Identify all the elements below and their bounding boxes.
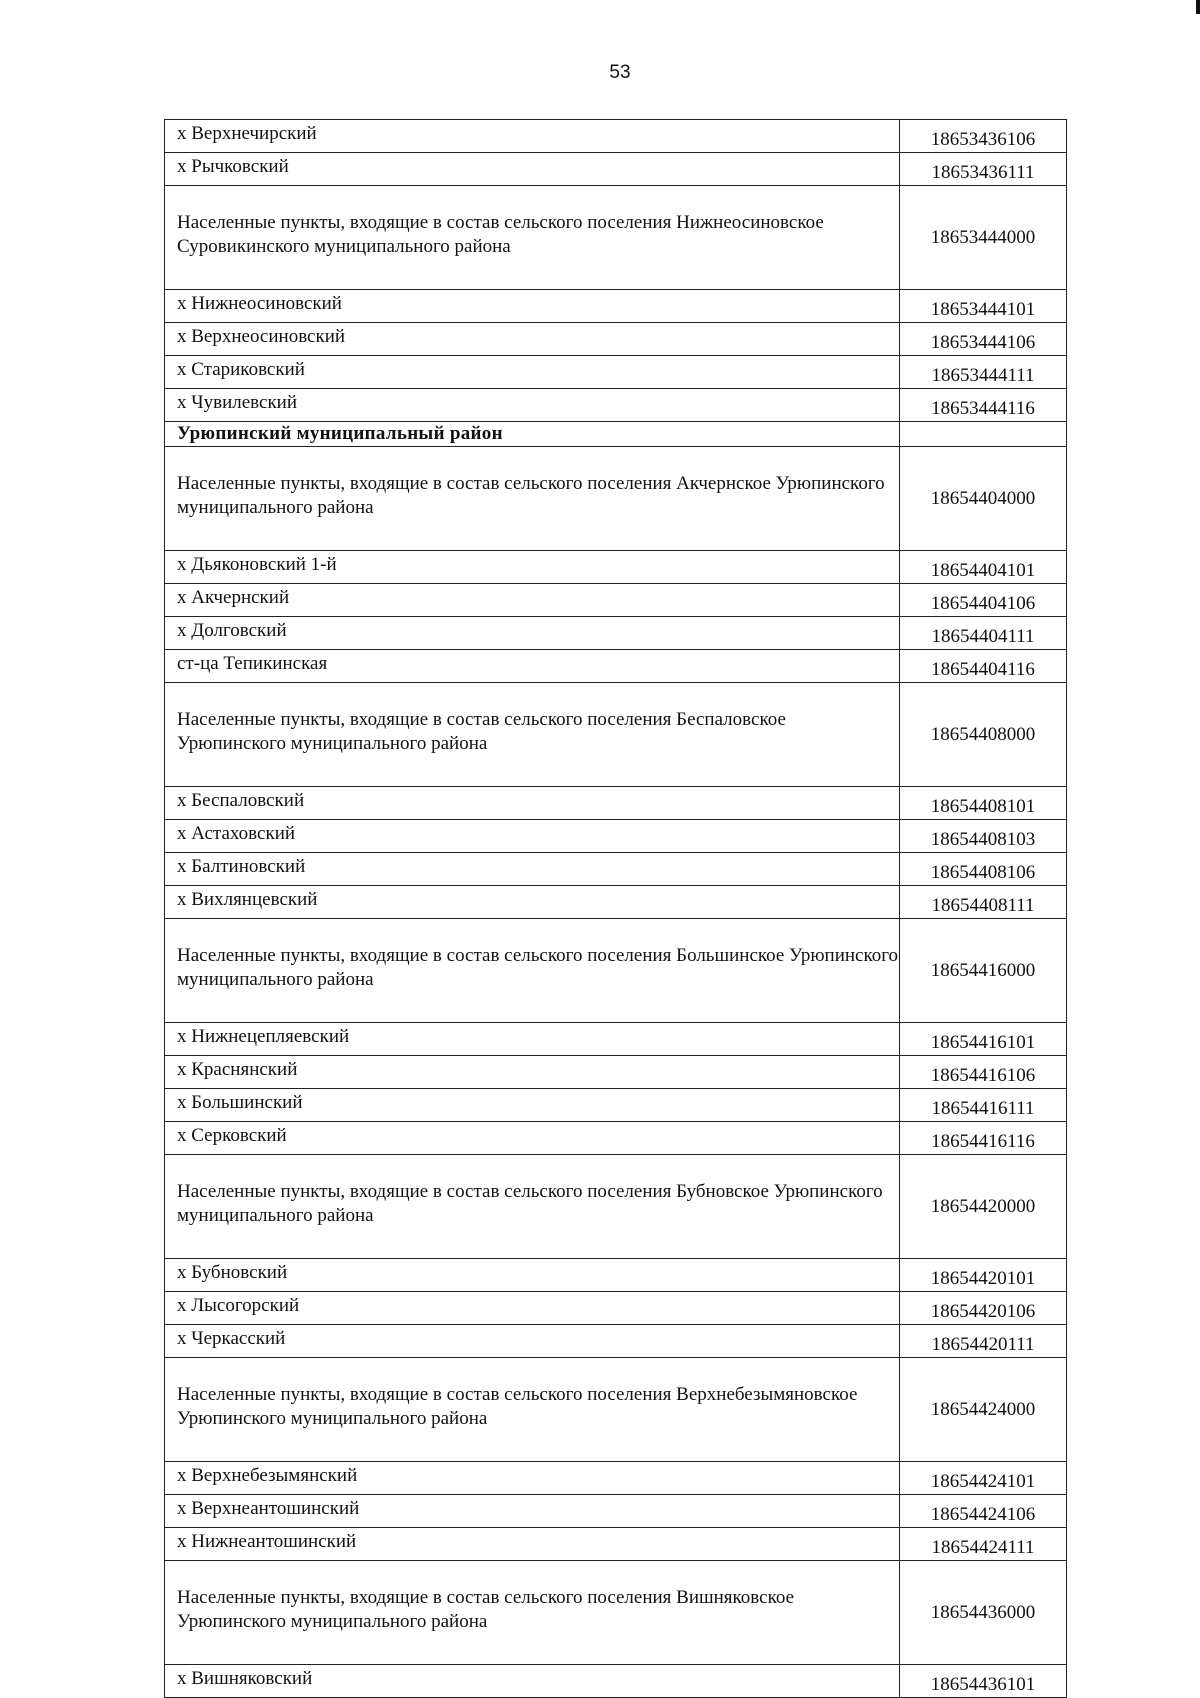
settlement-name-cell: х Верхнебезымянский <box>165 1462 900 1495</box>
district-name-cell: Урюпинский муниципальный район <box>165 422 900 447</box>
okato-code-cell: 18654416000 <box>900 919 1067 1023</box>
settlement-name-cell: х Акчернский <box>165 584 900 617</box>
okato-code-cell: 18654408103 <box>900 820 1067 853</box>
settlement-group-row <box>165 1561 1067 1665</box>
settlement-name-cell: х Серковский <box>165 1122 900 1155</box>
okato-code-cell: 18654408101 <box>900 787 1067 820</box>
settlement-row <box>165 650 1067 683</box>
settlement-name-cell: х Балтиновский <box>165 853 900 886</box>
settlement-name-cell: х Стариковский <box>165 356 900 389</box>
settlement-group-row <box>165 919 1067 1023</box>
settlements-table <box>164 119 1067 1698</box>
settlement-row <box>165 1292 1067 1325</box>
okato-code-cell: 18654436101 <box>900 1665 1067 1698</box>
settlement-row <box>165 551 1067 584</box>
settlement-name-cell: х Лысогорский <box>165 1292 900 1325</box>
okato-code-cell: 18654404116 <box>900 650 1067 683</box>
settlement-name-cell: х Чувилевский <box>165 389 900 422</box>
settlement-row <box>165 1528 1067 1561</box>
settlement-name-cell: х Черкасский <box>165 1325 900 1358</box>
settlements-table-body <box>165 120 1067 1698</box>
settlement-row <box>165 1259 1067 1292</box>
settlement-row <box>165 1325 1067 1358</box>
settlement-name-cell: х Краснянский <box>165 1056 900 1089</box>
settlement-name-cell: х Дьяконовский 1-й <box>165 551 900 584</box>
settlement-row <box>165 153 1067 186</box>
okato-code-cell: 18654404101 <box>900 551 1067 584</box>
settlement-group-row <box>165 186 1067 290</box>
okato-code-cell: 18654416101 <box>900 1023 1067 1056</box>
settlement-name-cell: х Долговский <box>165 617 900 650</box>
group-name-cell: Населенные пункты, входящие в состав сельского поселения Большинское Урюпинского муниципального района <box>165 919 900 1023</box>
okato-code-cell: 18654420000 <box>900 1155 1067 1259</box>
settlement-name-cell: х Вихлянцевский <box>165 886 900 919</box>
okato-code-cell: 18654408000 <box>900 683 1067 787</box>
settlement-name-cell: х Вишняковский <box>165 1665 900 1698</box>
settlement-name-cell: х Нижнецепляевский <box>165 1023 900 1056</box>
settlement-group-row <box>165 683 1067 787</box>
okato-code-cell: 18653436111 <box>900 153 1067 186</box>
okato-code-cell: 18654416116 <box>900 1122 1067 1155</box>
settlement-row <box>165 1495 1067 1528</box>
settlement-row <box>165 853 1067 886</box>
okato-code-cell: 18654404111 <box>900 617 1067 650</box>
okato-code-cell: 18654424101 <box>900 1462 1067 1495</box>
settlement-name-cell: х Астаховский <box>165 820 900 853</box>
settlement-row <box>165 356 1067 389</box>
group-name-cell: Населенные пункты, входящие в состав сельского поселения Верхнебезымяновское Урюпинского муниципального района <box>165 1358 900 1462</box>
settlement-name-cell: х Беспаловский <box>165 787 900 820</box>
settlement-name-cell: х Рычковский <box>165 153 900 186</box>
okato-code-cell: 18654420111 <box>900 1325 1067 1358</box>
page-number: 53 <box>609 62 631 83</box>
okato-code-cell <box>900 422 1067 447</box>
okato-code-cell: 18654420106 <box>900 1292 1067 1325</box>
okato-code-cell: 18654416111 <box>900 1089 1067 1122</box>
settlement-name-cell: х Верхнеантошинский <box>165 1495 900 1528</box>
group-name-cell: Населенные пункты, входящие в состав сельского поселения Беспаловское Урюпинского муниципального района <box>165 683 900 787</box>
settlement-row <box>165 886 1067 919</box>
okato-code-cell: 18654424000 <box>900 1358 1067 1462</box>
okato-code-cell: 18654424106 <box>900 1495 1067 1528</box>
okato-code-cell: 18654408111 <box>900 886 1067 919</box>
okato-code-cell: 18654416106 <box>900 1056 1067 1089</box>
settlement-row <box>165 120 1067 153</box>
settlement-name-cell: х Нижнеантошинский <box>165 1528 900 1561</box>
okato-code-cell: 18653444000 <box>900 186 1067 290</box>
okato-code-cell: 18653444111 <box>900 356 1067 389</box>
group-name-cell: Населенные пункты, входящие в состав сельского поселения Нижнеосиновское Суровикинского муниципального района <box>165 186 900 290</box>
okato-code-cell: 18653436106 <box>900 120 1067 153</box>
okato-code-cell: 18654436000 <box>900 1561 1067 1665</box>
group-name-cell: Населенные пункты, входящие в состав сельского поселения Бубновское Урюпинского муниципального района <box>165 1155 900 1259</box>
settlement-row <box>165 290 1067 323</box>
settlement-name-cell: х Нижнеосиновский <box>165 290 900 323</box>
settlement-name-cell: х Большинский <box>165 1089 900 1122</box>
settlement-row <box>165 1023 1067 1056</box>
okato-code-cell: 18654420101 <box>900 1259 1067 1292</box>
settlement-name-cell: ст-ца Тепикинская <box>165 650 900 683</box>
settlement-row <box>165 1462 1067 1495</box>
settlement-row <box>165 1665 1067 1698</box>
page-edge-mark <box>1196 0 1200 14</box>
group-name-cell: Населенные пункты, входящие в состав сельского поселения Вишняковское Урюпинского муниципального района <box>165 1561 900 1665</box>
settlement-row <box>165 1089 1067 1122</box>
okato-code-cell: 18653444101 <box>900 290 1067 323</box>
okato-code-cell: 18654424111 <box>900 1528 1067 1561</box>
settlement-row <box>165 820 1067 853</box>
settlement-row <box>165 1122 1067 1155</box>
settlement-name-cell: х Верхнечирский <box>165 120 900 153</box>
settlement-group-row <box>165 447 1067 551</box>
okato-code-cell: 18653444116 <box>900 389 1067 422</box>
settlement-group-row <box>165 1358 1067 1462</box>
settlement-row <box>165 389 1067 422</box>
settlement-row <box>165 1056 1067 1089</box>
okato-code-cell: 18654404000 <box>900 447 1067 551</box>
settlement-row <box>165 584 1067 617</box>
settlement-group-row <box>165 1155 1067 1259</box>
district-header-row <box>165 422 1067 447</box>
okato-code-cell: 18653444106 <box>900 323 1067 356</box>
settlement-row <box>165 323 1067 356</box>
settlement-name-cell: х Верхнеосиновский <box>165 323 900 356</box>
okato-code-cell: 18654408106 <box>900 853 1067 886</box>
okato-code-cell: 18654404106 <box>900 584 1067 617</box>
settlement-name-cell: х Бубновский <box>165 1259 900 1292</box>
settlement-row <box>165 617 1067 650</box>
settlement-row <box>165 787 1067 820</box>
group-name-cell: Населенные пункты, входящие в состав сельского поселения Акчернское Урюпинского муниципального района <box>165 447 900 551</box>
